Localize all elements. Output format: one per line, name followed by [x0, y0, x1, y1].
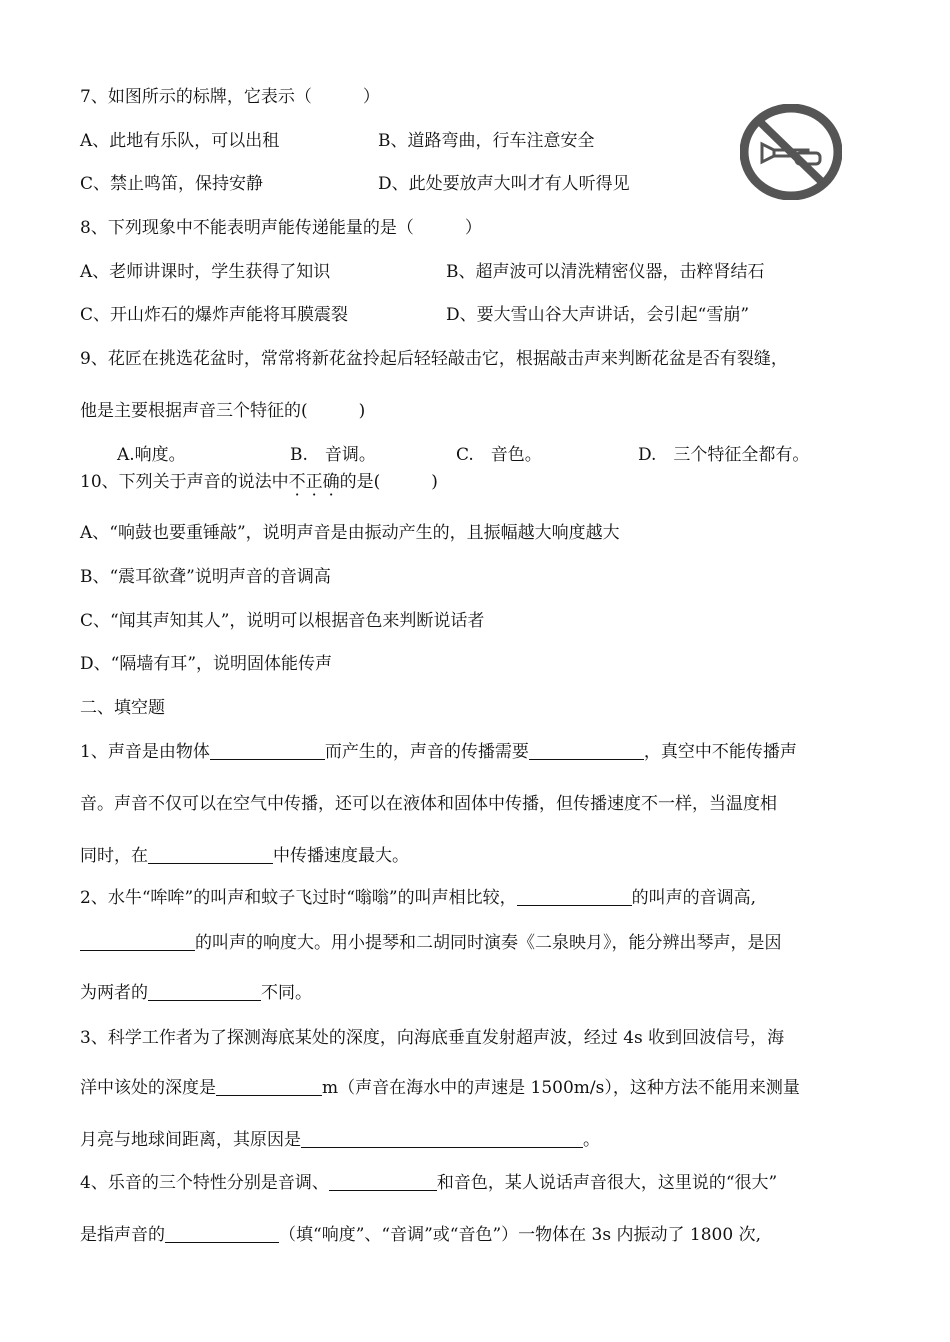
- q10-option-d: D、“隔墙有耳”，说明固体能传声: [80, 654, 333, 674]
- answer-blank[interactable]: [529, 741, 644, 760]
- f3-line1: 3、科学工作者为了探测海底某处的深度，向海底垂直发射超声波，经过 4s 收到回波信号，海: [80, 1028, 785, 1048]
- f3-text-1: 洋中该处的深度是: [80, 1078, 216, 1098]
- f4-text-2: 和音色，某人说话声音很大，这里说的“很大”: [436, 1173, 778, 1193]
- q8-option-b: B、超声波可以清洗精密仪器，击粹肾结石: [446, 262, 765, 282]
- q8-option-c: C、开山炸石的爆炸声能将耳膜震裂: [80, 305, 349, 325]
- f2-text-2: 的叫声的音调高,: [631, 888, 756, 908]
- q10-stem: [80, 471, 438, 493]
- f2-text-5: 不同。: [261, 983, 312, 1003]
- q10-option-c: C、“闻其声知其人”，说明可以根据音色来判断说话者: [80, 611, 485, 631]
- answer-blank[interactable]: [517, 887, 632, 906]
- f4-text-1: 4、乐音的三个特性分别是音调、: [80, 1173, 329, 1193]
- f3-text-3: 月亮与地球间距离，其原因是: [80, 1130, 301, 1150]
- section-title: 二、填空题: [80, 698, 165, 718]
- q10-stem-post: 的是( ): [339, 472, 438, 492]
- f4-line1: [80, 1172, 777, 1194]
- f2-line2: [80, 932, 782, 954]
- q10-emphasis-3: 确: [322, 472, 340, 492]
- q9-option-c: C. 音色。: [456, 445, 542, 465]
- q9-option-d: D. 三个特征全都有。: [638, 445, 810, 465]
- q8-option-d: D、要大雪山谷大声讲话，会引起“雪崩”: [446, 305, 750, 325]
- f4-text-3: 是指声音的: [80, 1225, 165, 1245]
- q10-emphasis-1: 不: [288, 472, 306, 492]
- f3-line3: [80, 1129, 600, 1151]
- f4-line2: [80, 1224, 761, 1246]
- q8-option-a: A、老师讲课时，学生获得了知识: [80, 262, 331, 282]
- answer-blank[interactable]: [165, 1224, 279, 1243]
- f1-text-4: 同时，在: [80, 846, 148, 866]
- answer-blank[interactable]: [148, 845, 273, 864]
- f1-line3: [80, 845, 409, 867]
- q7-option-a: A、此地有乐队，可以出租: [80, 131, 280, 151]
- f1-text-5: 中传播速度最大。: [273, 846, 409, 866]
- f3-line2: [80, 1077, 800, 1099]
- f2-text-3: 的叫声的响度大。用小提琴和二胡同时演奏《二泉映月》，能分辨出琴声，是因: [195, 933, 782, 953]
- f2-text-1: 2、水牛“哞哞”的叫声和蚊子飞过时“嗡嗡”的叫声相比较，: [80, 888, 517, 908]
- q9-option-b: B. 音调。: [290, 445, 376, 465]
- no-horn-sign-icon: [740, 104, 842, 200]
- f1-text-1: 1、声音是由物体: [80, 742, 210, 762]
- q9-option-a: A.响度。: [117, 445, 186, 465]
- answer-blank[interactable]: [329, 1172, 437, 1191]
- f3-text-2: m（声音在海水中的声速是 1500m/s），这种方法不能用来测量: [322, 1078, 800, 1098]
- q9-stem-line2: 他是主要根据声音三个特征的( ): [80, 401, 366, 421]
- q10-option-b: B、“震耳欲聋”说明声音的音调高: [80, 567, 331, 587]
- f4-text-4: （填“响度”、“音调”或“音色”）一物体在 3s 内振动了 1800 次,: [279, 1225, 761, 1245]
- f1-text-2: 而产生的，声音的传播需要: [324, 742, 529, 762]
- answer-blank[interactable]: [216, 1077, 322, 1096]
- f2-text-4: 为两者的: [80, 983, 148, 1003]
- answer-blank[interactable]: [210, 741, 325, 760]
- q10-emphasis-2: 正: [305, 472, 323, 492]
- f1-line2: 音。声音不仅可以在空气中传播，还可以在液体和固体中传播，但传播速度不一样，当温度相: [80, 794, 777, 814]
- q10-stem-pre: 10、下列关于声音的说法中: [80, 472, 289, 492]
- q10-option-a: A、“响鼓也要重锤敲”，说明声音是由振动产生的，且振幅越大响度越大: [80, 523, 620, 543]
- q7-option-d: D、此处要放声大叫才有人听得见: [378, 174, 630, 194]
- f1-line1: [80, 741, 797, 763]
- f2-line3: [80, 982, 312, 1004]
- answer-blank[interactable]: [301, 1129, 583, 1148]
- answer-blank[interactable]: [148, 982, 261, 1001]
- q7-option-c: C、禁止鸣笛，保持安静: [80, 174, 264, 194]
- f3-text-4: 。: [583, 1130, 600, 1150]
- q7-stem: 7、如图所示的标牌，它表示（ ）: [80, 87, 380, 107]
- q8-stem: 8、下列现象中不能表明声能传递能量的是（ ）: [80, 218, 482, 238]
- f2-line1: [80, 887, 756, 909]
- q9-stem-line1: 9、花匠在挑选花盆时，常常将新花盆拎起后轻轻敲击它，根据敲击声来判断花盆是否有裂缝，: [80, 349, 788, 369]
- q7-option-b: B、道路弯曲，行车注意安全: [378, 131, 595, 151]
- f1-text-3: ，真空中不能传播声: [643, 742, 797, 762]
- answer-blank[interactable]: [80, 932, 195, 951]
